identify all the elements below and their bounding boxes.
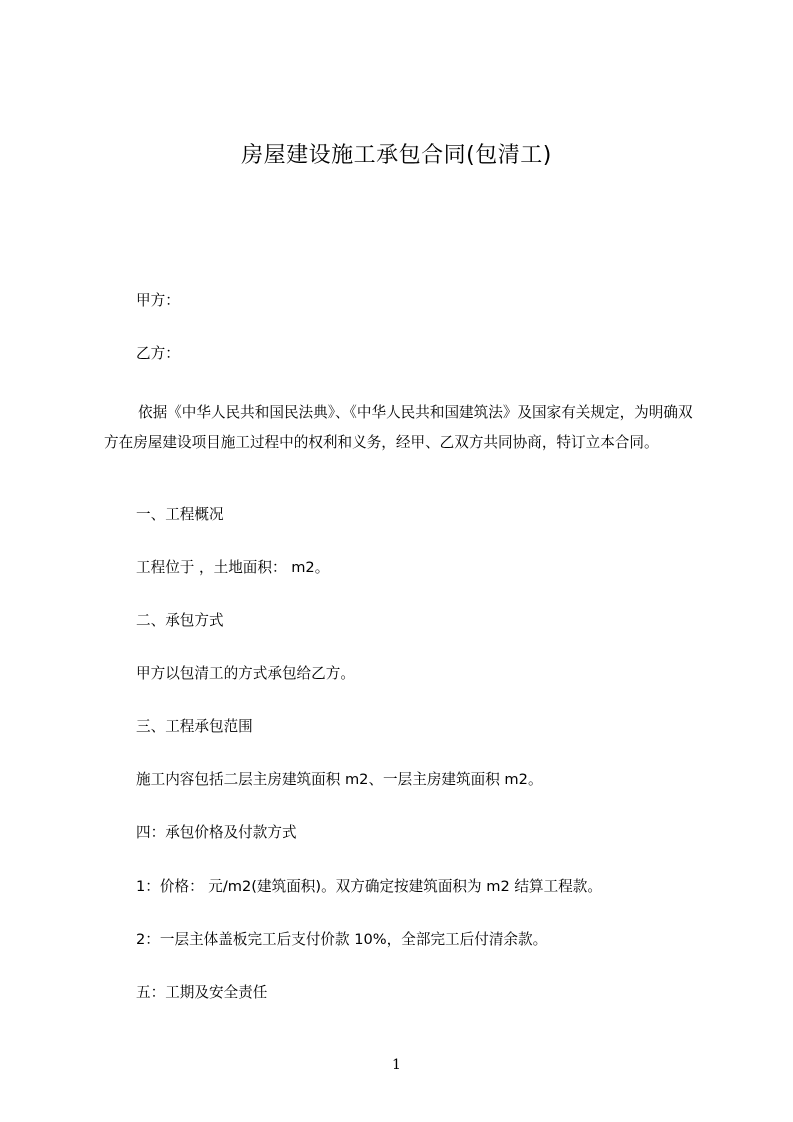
section-4-item-2: 2：一层主体盖板完工后支付价款 10%，全部完工后付清余款。 — [136, 931, 548, 948]
contract-title: 房屋建设施工承包合同(包清工) — [241, 143, 552, 168]
preamble-paragraph: 依据《中华人民共和国民法典》、《中华人民共和国建筑法》及国家有关规定，为明确双方在房屋建设项目施工过程中的权利和义务，经甲、乙双方共同协商，特订立本合同。 — [104, 404, 693, 451]
party-b-label: 乙方： — [136, 345, 180, 362]
party-a-label: 甲方： — [136, 292, 180, 309]
section-5-heading: 五：工期及安全责任 — [136, 984, 268, 1001]
section-3-heading: 三、工程承包范围 — [136, 718, 253, 735]
page-number: 1 — [392, 1057, 401, 1073]
section-1-heading: 一、工程概况 — [136, 506, 224, 523]
section-2-text: 甲方以包清工的方式承包给乙方。 — [136, 665, 355, 682]
section-2-heading: 二、承包方式 — [136, 612, 224, 629]
section-1-text: 工程位于 ，土地面积： m2。 — [136, 559, 330, 576]
section-4-heading: 四：承包价格及付款方式 — [136, 824, 297, 841]
section-3-text: 施工内容包括二层主房建筑面积 m2、一层主房建筑面积 m2。 — [136, 771, 543, 788]
section-4-item-1: 1：价格： 元/m2(建筑面积)。双方确定按建筑面积为 m2 结算工程款。 — [136, 878, 602, 895]
